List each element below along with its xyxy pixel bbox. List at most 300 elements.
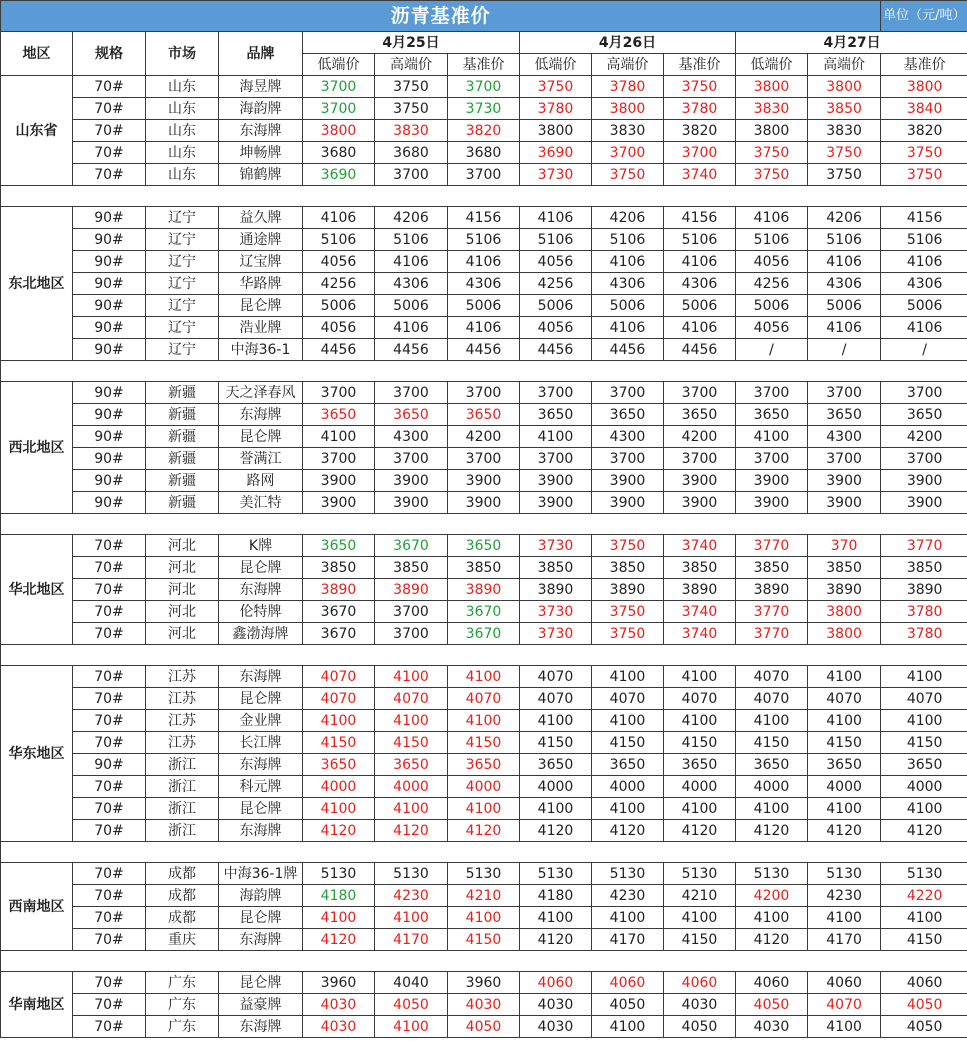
table-row bbox=[1, 492, 967, 514]
price-cell: 3850 bbox=[808, 98, 881, 120]
price-cell: 4050 bbox=[881, 994, 967, 1016]
price-cell: 3670 bbox=[448, 623, 520, 645]
price-cell: 4030 bbox=[303, 994, 375, 1016]
price-cell: 4060 bbox=[664, 972, 736, 994]
price-cell: 3750 bbox=[592, 623, 664, 645]
price-cell: 4120 bbox=[592, 820, 664, 842]
price-cell: 3700 bbox=[303, 448, 375, 470]
price-cell: 4030 bbox=[448, 994, 520, 1016]
table-row bbox=[1, 929, 967, 951]
price-cell: 3900 bbox=[592, 470, 664, 492]
price-cell: 3700 bbox=[881, 382, 967, 404]
spec-cell: 70# bbox=[73, 142, 146, 164]
price-cell: 3700 bbox=[303, 76, 375, 98]
market-cell: 山东 bbox=[146, 142, 219, 164]
price-cell: 3750 bbox=[881, 142, 967, 164]
price-cell: 4456 bbox=[592, 339, 664, 361]
unit-label: 单位（元/吨） bbox=[881, 1, 967, 32]
price-cell: 3770 bbox=[736, 535, 808, 557]
price-cell: 3670 bbox=[448, 601, 520, 623]
price-cell: 4106 bbox=[881, 251, 967, 273]
brand-cell: 昆仑牌 bbox=[219, 557, 303, 579]
price-cell: 4030 bbox=[303, 1016, 375, 1038]
price-cell: 3900 bbox=[375, 470, 448, 492]
price-cell: 4050 bbox=[375, 994, 448, 1016]
table-row bbox=[1, 339, 967, 361]
price-cell: 3900 bbox=[736, 492, 808, 514]
price-cell: 4050 bbox=[664, 1016, 736, 1038]
price-cell: 3900 bbox=[881, 492, 967, 514]
table-row bbox=[1, 535, 967, 557]
price-cell: 4210 bbox=[664, 885, 736, 907]
price-cell: 4000 bbox=[448, 776, 520, 798]
price-cell: 3650 bbox=[375, 404, 448, 426]
market-cell: 江苏 bbox=[146, 666, 219, 688]
spec-cell: 70# bbox=[73, 776, 146, 798]
price-cell: 4070 bbox=[736, 688, 808, 710]
price-cell: 4070 bbox=[664, 688, 736, 710]
market-cell: 河北 bbox=[146, 601, 219, 623]
table-row bbox=[1, 820, 967, 842]
price-cell: 4100 bbox=[736, 798, 808, 820]
price-cell: 3700 bbox=[303, 98, 375, 120]
price-cell: 4070 bbox=[736, 666, 808, 688]
price-cell: 3850 bbox=[448, 557, 520, 579]
price-cell: 4060 bbox=[592, 972, 664, 994]
price-cell: 4170 bbox=[592, 929, 664, 951]
brand-cell: 昆仑牌 bbox=[219, 426, 303, 448]
market-cell: 新疆 bbox=[146, 404, 219, 426]
price-cell: 3800 bbox=[808, 623, 881, 645]
price-cell: 4206 bbox=[375, 207, 448, 229]
price-cell: 3650 bbox=[448, 754, 520, 776]
price-cell: 4100 bbox=[448, 907, 520, 929]
price-cell: 4106 bbox=[592, 317, 664, 339]
price-cell: 3750 bbox=[736, 164, 808, 186]
group-spacer bbox=[1, 951, 967, 972]
brand-cell: 长江牌 bbox=[219, 732, 303, 754]
price-cell: 3730 bbox=[520, 601, 592, 623]
price-cell: 3700 bbox=[448, 382, 520, 404]
brand-cell: 海昱牌 bbox=[219, 76, 303, 98]
price-cell: 3670 bbox=[303, 601, 375, 623]
header-spec: 规格 bbox=[73, 32, 146, 76]
price-cell: 3770 bbox=[736, 623, 808, 645]
price-cell: 3780 bbox=[592, 76, 664, 98]
price-cell: 3650 bbox=[592, 754, 664, 776]
price-cell: 4106 bbox=[448, 317, 520, 339]
brand-cell: 美汇特 bbox=[219, 492, 303, 514]
price-cell: 4300 bbox=[808, 426, 881, 448]
price-cell: 4456 bbox=[448, 339, 520, 361]
spec-cell: 70# bbox=[73, 120, 146, 142]
price-cell: 4150 bbox=[664, 732, 736, 754]
price-cell: 3700 bbox=[736, 382, 808, 404]
price-cell: 3730 bbox=[520, 623, 592, 645]
brand-cell: 科元牌 bbox=[219, 776, 303, 798]
spec-cell: 90# bbox=[73, 470, 146, 492]
table-row bbox=[1, 601, 967, 623]
price-cell: 3750 bbox=[736, 142, 808, 164]
price-cell: 3800 bbox=[808, 601, 881, 623]
price-cell: 4150 bbox=[808, 732, 881, 754]
price-cell: 3820 bbox=[881, 120, 967, 142]
price-cell: 4106 bbox=[375, 251, 448, 273]
table-row bbox=[1, 426, 967, 448]
price-cell: 4100 bbox=[592, 710, 664, 732]
price-cell: 4100 bbox=[520, 710, 592, 732]
price-cell: 4106 bbox=[736, 207, 808, 229]
price-cell: 3750 bbox=[808, 142, 881, 164]
market-cell: 浙江 bbox=[146, 754, 219, 776]
price-cell: 3780 bbox=[881, 623, 967, 645]
price-cell: 4300 bbox=[592, 426, 664, 448]
price-cell: 4230 bbox=[592, 885, 664, 907]
price-cell: 4030 bbox=[520, 994, 592, 1016]
price-cell: 4070 bbox=[303, 666, 375, 688]
subheader-base: 基准价 bbox=[881, 54, 967, 76]
spec-cell: 70# bbox=[73, 710, 146, 732]
price-cell: 4070 bbox=[520, 688, 592, 710]
price-cell: 4100 bbox=[664, 798, 736, 820]
subheader-base: 基准价 bbox=[664, 54, 736, 76]
price-cell: 3900 bbox=[520, 492, 592, 514]
price-cell: 4106 bbox=[808, 251, 881, 273]
price-cell: 4120 bbox=[303, 820, 375, 842]
price-cell: 3700 bbox=[808, 382, 881, 404]
spec-cell: 70# bbox=[73, 666, 146, 688]
brand-cell: 通途牌 bbox=[219, 229, 303, 251]
price-cell: 4156 bbox=[881, 207, 967, 229]
price-cell: 4100 bbox=[881, 710, 967, 732]
price-cell: 4070 bbox=[375, 688, 448, 710]
market-cell: 辽宁 bbox=[146, 251, 219, 273]
price-cell: 3700 bbox=[375, 382, 448, 404]
price-cell: 3820 bbox=[448, 120, 520, 142]
price-cell: 3700 bbox=[520, 448, 592, 470]
price-cell: 4070 bbox=[592, 688, 664, 710]
price-cell: 3850 bbox=[664, 557, 736, 579]
price-cell: 5106 bbox=[303, 229, 375, 251]
price-cell: 3750 bbox=[808, 164, 881, 186]
spec-cell: 70# bbox=[73, 76, 146, 98]
price-cell: 5130 bbox=[375, 863, 448, 885]
price-cell: 4200 bbox=[448, 426, 520, 448]
price-cell: 4100 bbox=[375, 798, 448, 820]
price-cell: 4256 bbox=[736, 273, 808, 295]
price-cell: 5130 bbox=[303, 863, 375, 885]
header-row bbox=[1, 32, 967, 54]
price-cell: 4056 bbox=[736, 251, 808, 273]
price-cell: 3650 bbox=[520, 404, 592, 426]
price-cell: 4120 bbox=[881, 820, 967, 842]
spec-cell: 70# bbox=[73, 688, 146, 710]
price-cell: 4056 bbox=[520, 317, 592, 339]
price-cell: 3800 bbox=[303, 120, 375, 142]
spec-cell: 90# bbox=[73, 492, 146, 514]
price-cell: 4100 bbox=[808, 666, 881, 688]
price-cell: 4156 bbox=[664, 207, 736, 229]
price-cell: 3900 bbox=[664, 492, 736, 514]
table-row bbox=[1, 623, 967, 645]
price-cell: 5006 bbox=[808, 295, 881, 317]
price-cell: 4100 bbox=[375, 710, 448, 732]
price-cell: 4060 bbox=[520, 972, 592, 994]
market-cell: 辽宁 bbox=[146, 273, 219, 295]
price-cell: 3850 bbox=[808, 557, 881, 579]
price-cell: 5006 bbox=[303, 295, 375, 317]
price-cell: 3850 bbox=[375, 557, 448, 579]
price-cell: 3650 bbox=[303, 535, 375, 557]
price-cell: 4256 bbox=[520, 273, 592, 295]
price-cell: 3700 bbox=[375, 448, 448, 470]
price-cell: 4180 bbox=[303, 885, 375, 907]
price-cell: 5006 bbox=[881, 295, 967, 317]
price-cell: 3680 bbox=[448, 142, 520, 164]
table-row bbox=[1, 404, 967, 426]
price-cell: 3830 bbox=[375, 120, 448, 142]
market-cell: 重庆 bbox=[146, 929, 219, 951]
price-cell: 4150 bbox=[736, 732, 808, 754]
price-cell: 5106 bbox=[736, 229, 808, 251]
price-cell: 4150 bbox=[881, 732, 967, 754]
price-cell: 3850 bbox=[592, 557, 664, 579]
price-cell: 4150 bbox=[664, 929, 736, 951]
price-cell: 4106 bbox=[592, 251, 664, 273]
price-cell: 3770 bbox=[881, 535, 967, 557]
market-cell: 辽宁 bbox=[146, 229, 219, 251]
table-row bbox=[1, 666, 967, 688]
header-date-3: 4月27日 bbox=[736, 32, 967, 54]
spec-cell: 70# bbox=[73, 623, 146, 645]
price-cell: 3690 bbox=[520, 142, 592, 164]
price-cell: 4050 bbox=[592, 994, 664, 1016]
price-cell: 3650 bbox=[881, 754, 967, 776]
price-cell: 3680 bbox=[375, 142, 448, 164]
price-cell: 4100 bbox=[736, 426, 808, 448]
table-row bbox=[1, 972, 967, 994]
price-cell: 4000 bbox=[736, 776, 808, 798]
table-row bbox=[1, 688, 967, 710]
price-cell: 4100 bbox=[375, 907, 448, 929]
table-row bbox=[1, 142, 967, 164]
price-cell: 3960 bbox=[303, 972, 375, 994]
spec-cell: 70# bbox=[73, 557, 146, 579]
price-cell: 3700 bbox=[592, 382, 664, 404]
price-cell: 4306 bbox=[664, 273, 736, 295]
spec-cell: 70# bbox=[73, 798, 146, 820]
price-cell: 4206 bbox=[592, 207, 664, 229]
spec-cell: 70# bbox=[73, 535, 146, 557]
table-row bbox=[1, 317, 967, 339]
price-cell: 4100 bbox=[520, 426, 592, 448]
brand-cell: 东海牌 bbox=[219, 666, 303, 688]
spacer-cell bbox=[1, 514, 967, 535]
region-cell: 华南地区 bbox=[1, 972, 73, 1038]
table-row bbox=[1, 470, 967, 492]
price-cell: 3650 bbox=[881, 404, 967, 426]
price-cell: 4100 bbox=[808, 798, 881, 820]
spec-cell: 90# bbox=[73, 207, 146, 229]
table-row bbox=[1, 732, 967, 754]
subheader-base: 基准价 bbox=[448, 54, 520, 76]
table-row bbox=[1, 579, 967, 601]
brand-cell: 昆仑牌 bbox=[219, 688, 303, 710]
price-cell: 3730 bbox=[520, 535, 592, 557]
spec-cell: 90# bbox=[73, 273, 146, 295]
table-row bbox=[1, 754, 967, 776]
price-cell: 3900 bbox=[736, 470, 808, 492]
table-row bbox=[1, 273, 967, 295]
table-row bbox=[1, 1016, 967, 1038]
spec-cell: 90# bbox=[73, 382, 146, 404]
price-cell: 4060 bbox=[736, 972, 808, 994]
brand-cell: 昆仑牌 bbox=[219, 907, 303, 929]
price-cell: 3900 bbox=[592, 492, 664, 514]
price-cell: 4230 bbox=[375, 885, 448, 907]
market-cell: 江苏 bbox=[146, 732, 219, 754]
price-cell: 4156 bbox=[448, 207, 520, 229]
price-cell: 3700 bbox=[592, 448, 664, 470]
spec-cell: 70# bbox=[73, 863, 146, 885]
price-cell: 4070 bbox=[881, 688, 967, 710]
price-cell: 3700 bbox=[664, 448, 736, 470]
spec-cell: 70# bbox=[73, 972, 146, 994]
price-cell: 4206 bbox=[808, 207, 881, 229]
price-cell: 3890 bbox=[808, 579, 881, 601]
price-cell: 4056 bbox=[520, 251, 592, 273]
price-cell: 3750 bbox=[881, 164, 967, 186]
market-cell: 新疆 bbox=[146, 382, 219, 404]
market-cell: 成都 bbox=[146, 885, 219, 907]
price-cell: 4106 bbox=[520, 207, 592, 229]
spacer-cell bbox=[1, 951, 967, 972]
price-cell: 3650 bbox=[375, 754, 448, 776]
price-cell: 3650 bbox=[664, 404, 736, 426]
price-cell: 3650 bbox=[303, 404, 375, 426]
price-cell: 3670 bbox=[375, 535, 448, 557]
price-cell: 3900 bbox=[808, 470, 881, 492]
subheader-low: 低端价 bbox=[736, 54, 808, 76]
brand-cell: 华路牌 bbox=[219, 273, 303, 295]
price-cell: 5106 bbox=[592, 229, 664, 251]
price-cell: 3740 bbox=[664, 164, 736, 186]
price-cell: 3850 bbox=[303, 557, 375, 579]
price-cell: 4100 bbox=[448, 666, 520, 688]
price-cell: 4100 bbox=[808, 1016, 881, 1038]
price-cell: 4060 bbox=[808, 972, 881, 994]
brand-cell: 昆仑牌 bbox=[219, 798, 303, 820]
price-cell: 3650 bbox=[808, 754, 881, 776]
brand-cell: 海韵牌 bbox=[219, 98, 303, 120]
brand-cell: 锦鹤牌 bbox=[219, 164, 303, 186]
price-cell: 4200 bbox=[664, 426, 736, 448]
price-cell: 4050 bbox=[881, 1016, 967, 1038]
price-cell: 5006 bbox=[736, 295, 808, 317]
price-cell: 4120 bbox=[520, 820, 592, 842]
price-cell: 3830 bbox=[736, 98, 808, 120]
brand-cell: 金业牌 bbox=[219, 710, 303, 732]
price-cell: 4150 bbox=[375, 732, 448, 754]
price-cell: 3890 bbox=[664, 579, 736, 601]
price-cell: 3650 bbox=[520, 754, 592, 776]
price-cell: 3780 bbox=[881, 601, 967, 623]
price-cell: 4230 bbox=[808, 885, 881, 907]
price-cell: 3830 bbox=[808, 120, 881, 142]
header-region: 地区 bbox=[1, 32, 73, 76]
brand-cell: 中海36-1牌 bbox=[219, 863, 303, 885]
market-cell: 辽宁 bbox=[146, 317, 219, 339]
price-cell: 4150 bbox=[448, 929, 520, 951]
table-row bbox=[1, 164, 967, 186]
market-cell: 新疆 bbox=[146, 426, 219, 448]
price-cell: 4100 bbox=[592, 1016, 664, 1038]
market-cell: 河北 bbox=[146, 623, 219, 645]
price-cell: 3820 bbox=[664, 120, 736, 142]
spec-cell: 70# bbox=[73, 1016, 146, 1038]
price-cell: 3670 bbox=[303, 623, 375, 645]
price-cell: 3900 bbox=[448, 470, 520, 492]
price-cell: 4256 bbox=[303, 273, 375, 295]
price-cell: 3650 bbox=[736, 754, 808, 776]
spec-cell: 70# bbox=[73, 907, 146, 929]
price-cell: 4180 bbox=[520, 885, 592, 907]
market-cell: 浙江 bbox=[146, 820, 219, 842]
price-cell: 4150 bbox=[303, 732, 375, 754]
price-cell: 3700 bbox=[375, 623, 448, 645]
price-cell: 4040 bbox=[375, 972, 448, 994]
price-cell: 3900 bbox=[303, 470, 375, 492]
table-row bbox=[1, 798, 967, 820]
price-cell: 5130 bbox=[520, 863, 592, 885]
table-row bbox=[1, 382, 967, 404]
price-cell: 4056 bbox=[736, 317, 808, 339]
price-cell: 4106 bbox=[808, 317, 881, 339]
price-cell: 3740 bbox=[664, 623, 736, 645]
price-cell: 3700 bbox=[448, 164, 520, 186]
price-cell: 4120 bbox=[520, 929, 592, 951]
spacer-cell bbox=[1, 186, 967, 207]
price-cell: 4120 bbox=[736, 929, 808, 951]
price-cell: 5006 bbox=[664, 295, 736, 317]
price-cell: 3700 bbox=[736, 448, 808, 470]
price-cell: 5106 bbox=[520, 229, 592, 251]
price-cell: 5130 bbox=[592, 863, 664, 885]
price-cell: 4306 bbox=[808, 273, 881, 295]
price-cell: 3830 bbox=[592, 120, 664, 142]
brand-cell: 东海牌 bbox=[219, 404, 303, 426]
price-cell: 4120 bbox=[664, 820, 736, 842]
price-cell: 3900 bbox=[375, 492, 448, 514]
price-cell: 3700 bbox=[375, 601, 448, 623]
spec-cell: 70# bbox=[73, 732, 146, 754]
subheader-high: 高端价 bbox=[592, 54, 664, 76]
market-cell: 辽宁 bbox=[146, 207, 219, 229]
price-cell: 3850 bbox=[881, 557, 967, 579]
price-cell: 4300 bbox=[375, 426, 448, 448]
spec-cell: 90# bbox=[73, 295, 146, 317]
price-cell: 5130 bbox=[736, 863, 808, 885]
region-cell: 华东地区 bbox=[1, 666, 73, 842]
spacer-cell bbox=[1, 842, 967, 863]
brand-cell: 东海牌 bbox=[219, 929, 303, 951]
price-cell: 4070 bbox=[808, 994, 881, 1016]
price-cell: 3800 bbox=[808, 76, 881, 98]
price-cell: 4200 bbox=[881, 426, 967, 448]
price-cell: 3960 bbox=[448, 972, 520, 994]
price-cell: / bbox=[736, 339, 808, 361]
brand-cell: 昆仑牌 bbox=[219, 295, 303, 317]
